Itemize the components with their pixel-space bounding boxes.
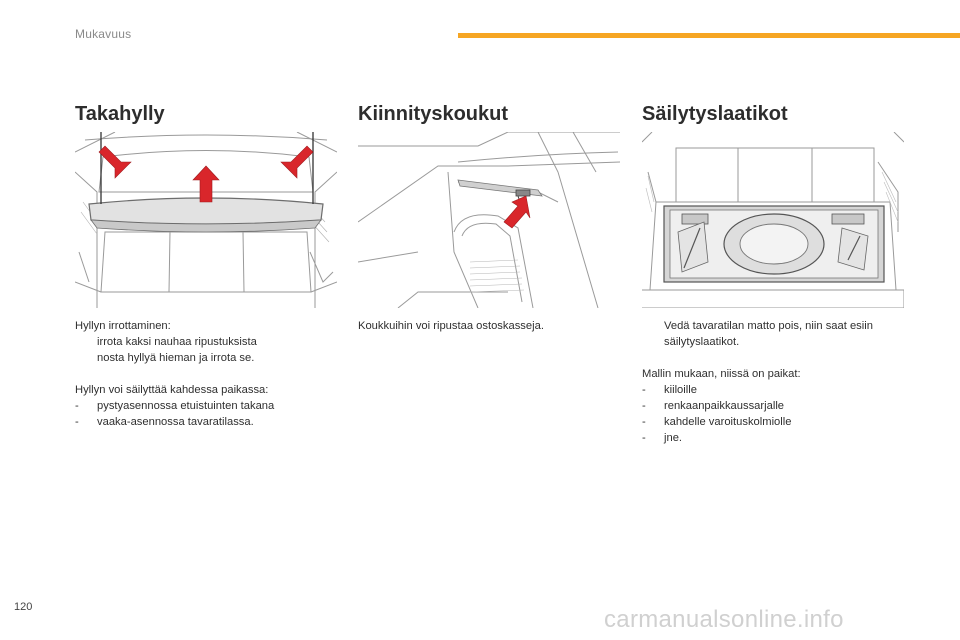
- dash-text: renkaanpaikkaussarjalle: [664, 400, 785, 412]
- dash-text: kahdelle varoituskolmiolle: [664, 416, 792, 428]
- text-sailytyslaatikot: [642, 318, 904, 446]
- column-takahylly: [75, 100, 337, 428]
- list-item: [642, 414, 904, 430]
- hooks-illustration: [358, 132, 620, 308]
- storage-boxes-drawing: [642, 132, 904, 308]
- dash-mark: -: [75, 400, 79, 412]
- paragraph-remove-intro: Hyllyn irrottaminen:: [75, 320, 171, 332]
- header-section-label: Mukavuus: [75, 27, 132, 41]
- column-kiinnityskoukut: [358, 100, 620, 332]
- hooks-drawing: [358, 132, 620, 308]
- dash-mark: -: [642, 432, 646, 444]
- bullet-mark: [75, 350, 97, 366]
- dash-text: jne.: [664, 432, 683, 444]
- bullet-text-line-2: säilytyslaatikot.: [664, 336, 740, 348]
- dash-text: pystyasennossa etuistuinten takana: [97, 400, 275, 412]
- list-item: [642, 398, 904, 414]
- bullet-text: [664, 318, 873, 350]
- list-item: [642, 430, 904, 446]
- paragraph-storage-intro: Hyllyn voi säilyttää kahdessa paikassa:: [75, 384, 269, 396]
- column-sailytyslaatikot: [642, 100, 904, 444]
- parcel-shelf-illustration: [75, 132, 337, 308]
- list-item: [642, 382, 904, 398]
- bullet-text: irrota kaksi nauhaa ripustuksista: [97, 336, 257, 348]
- text-takahylly: [75, 318, 337, 430]
- section-title-takahylly: Takahylly: [75, 103, 165, 125]
- list-item: [642, 318, 904, 350]
- paragraph-boxes-intro: Mallin mukaan, niissä on paikat:: [642, 368, 801, 380]
- list-item: [75, 350, 337, 366]
- dash-text: kiiloille: [664, 384, 697, 396]
- storage-boxes-illustration: [642, 132, 904, 308]
- header-accent-bar: [458, 33, 960, 38]
- bullet-mark: [642, 318, 664, 350]
- list-item: [75, 398, 337, 414]
- list-item: [75, 414, 337, 430]
- dash-text: vaaka-asennossa tavaratilassa.: [97, 416, 254, 428]
- dash-mark: -: [642, 416, 646, 428]
- dash-mark: -: [642, 400, 646, 412]
- bullet-mark: [75, 334, 97, 350]
- section-title-kiinnityskoukut: Kiinnityskoukut: [358, 103, 509, 125]
- dash-mark: -: [75, 416, 79, 428]
- bullet-text: nosta hyllyä hieman ja irrota se.: [97, 352, 255, 364]
- page-number: 120: [14, 601, 33, 613]
- bullet-text-line-1: Vedä tavaratilan matto pois, niin saat esiin: [664, 320, 873, 332]
- watermark: carmanualsonline.info: [604, 606, 844, 633]
- dash-mark: -: [642, 384, 646, 396]
- parcel-shelf-drawing: [75, 132, 337, 308]
- section-title-sailytyslaatikot: Säilytyslaatikot: [642, 103, 788, 125]
- paragraph-hooks: Koukkuihin voi ripustaa ostoskasseja.: [358, 320, 544, 332]
- list-item: [75, 334, 337, 350]
- text-kiinnityskoukut: [358, 318, 620, 334]
